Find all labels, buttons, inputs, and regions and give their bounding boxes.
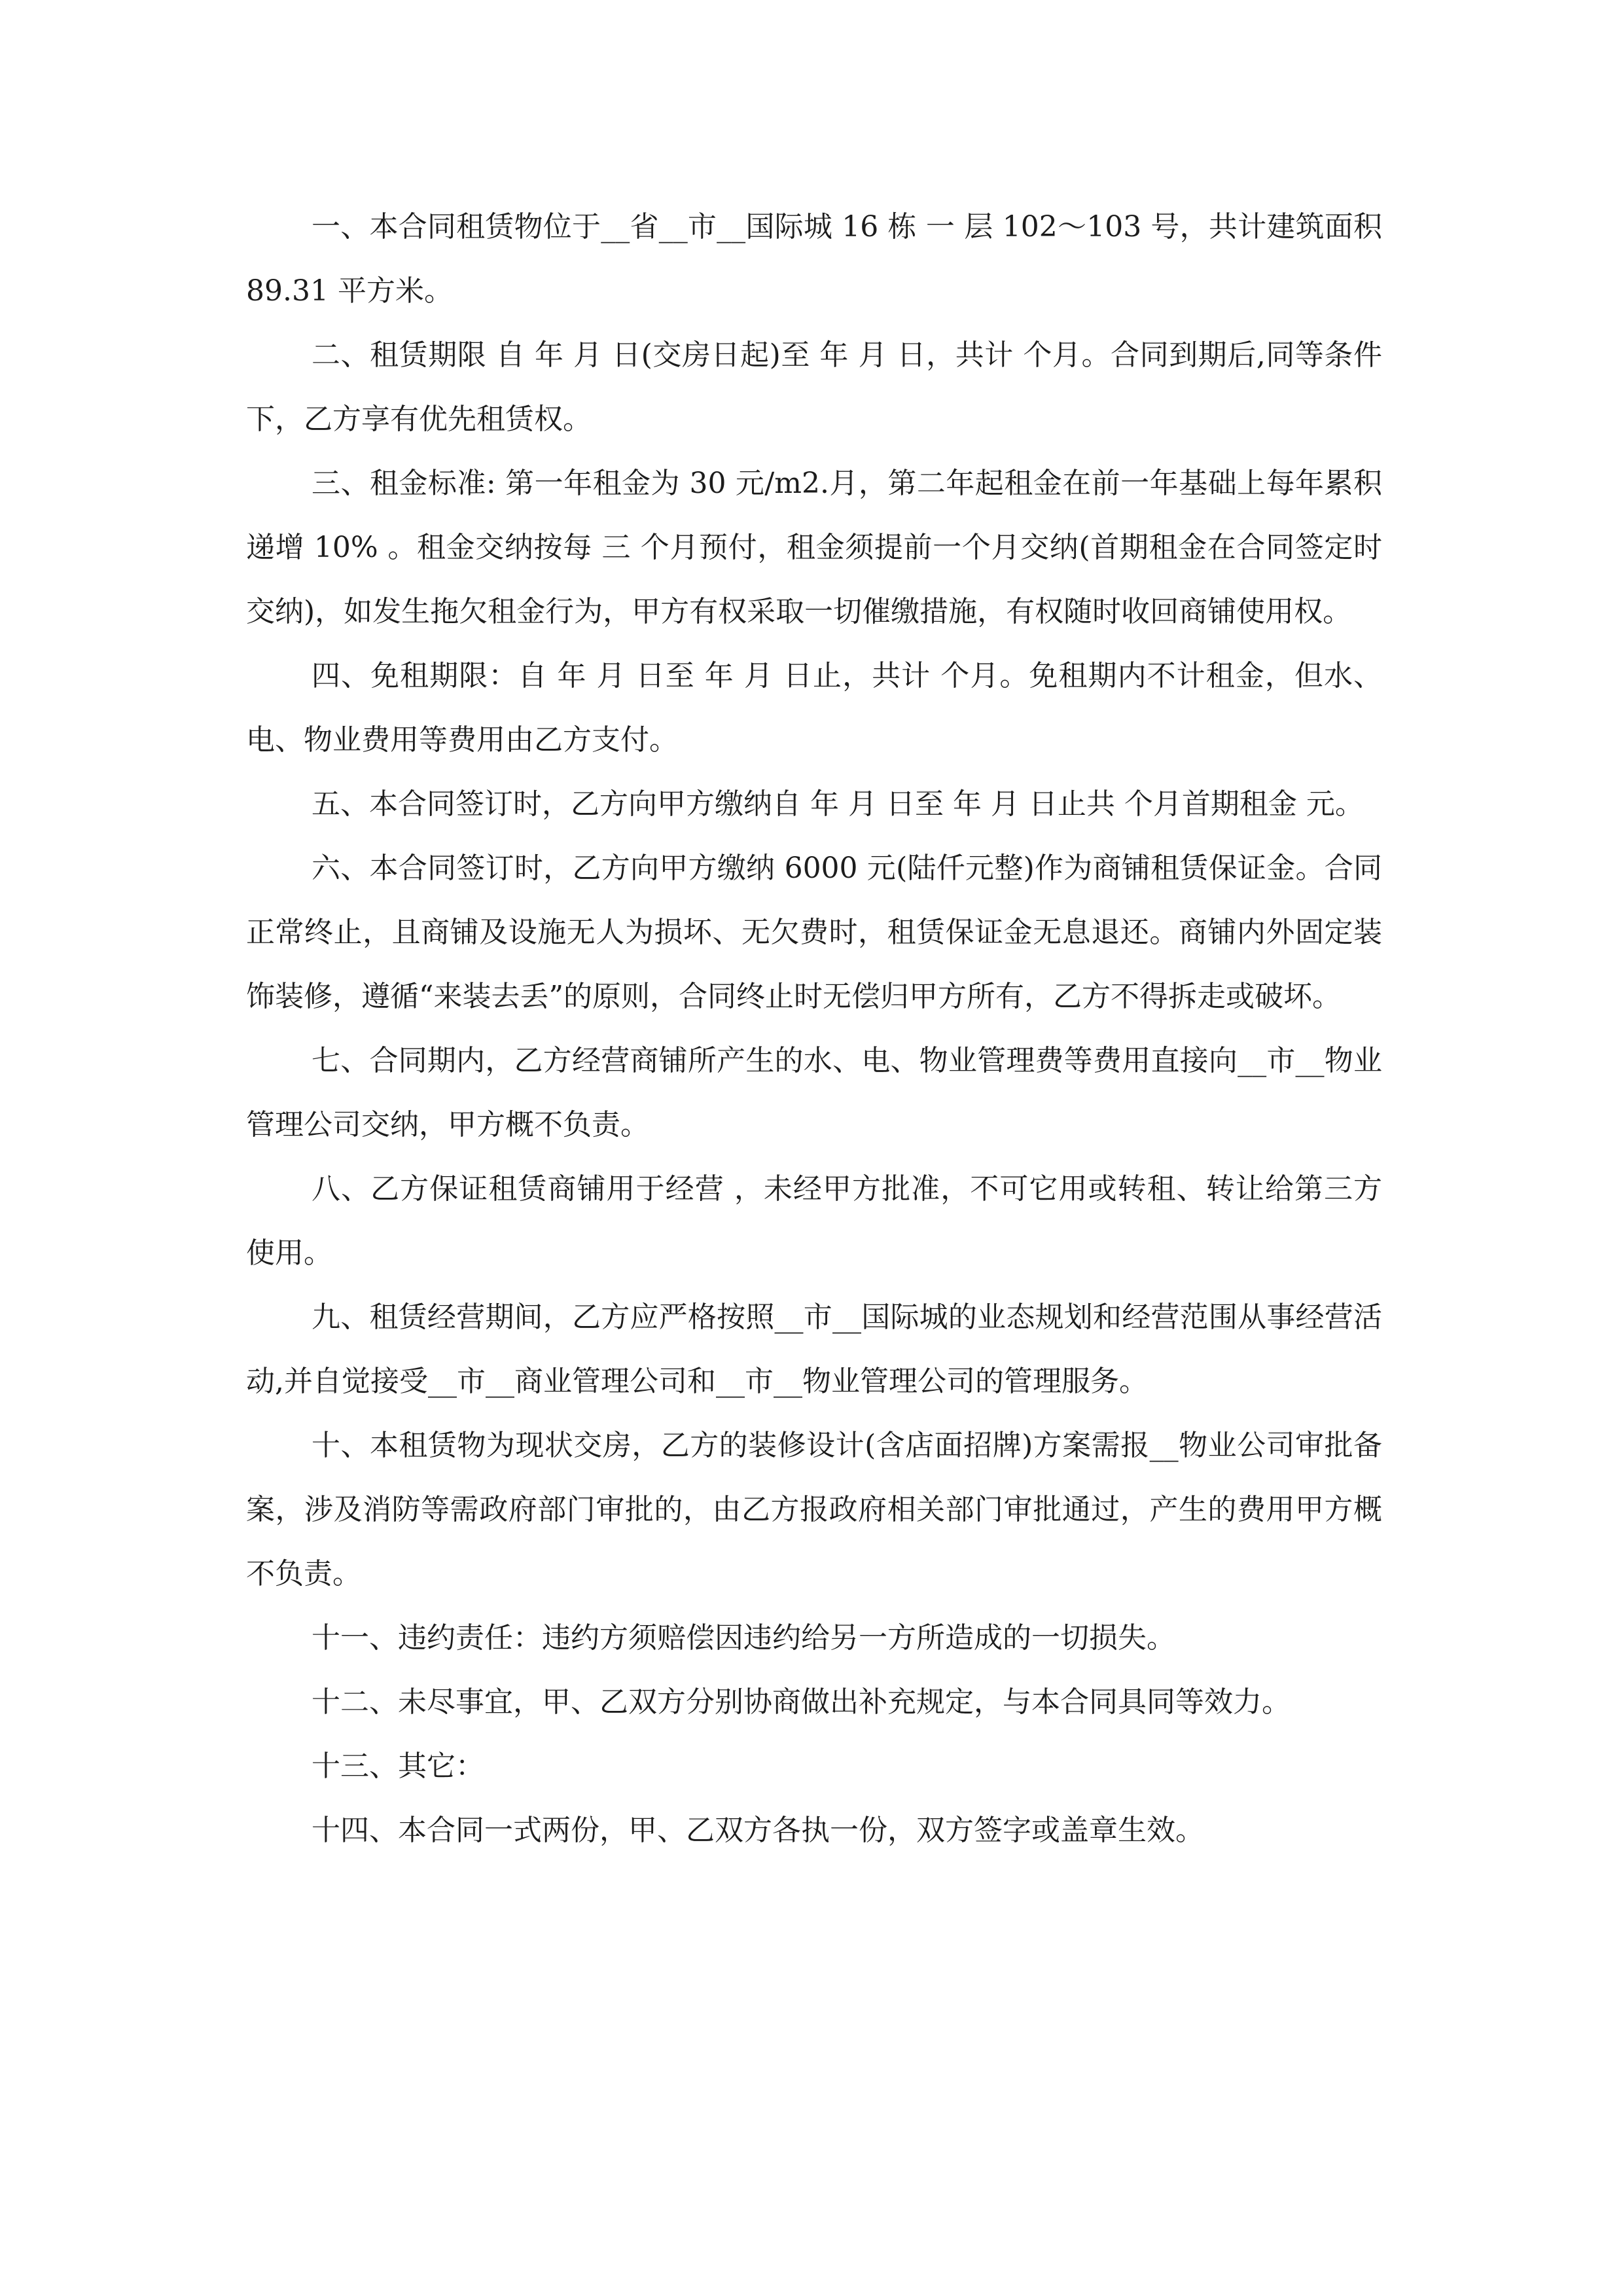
clause-3-rent-standard: 三、租金标准: 第一年租金为 30 元/m2.月，第二年起租金在前一年基础上每年累积递增 10% 。租金交纳按每 三 个月预付，租金须提前一个月交纳(首期租金在合同签定时交纳)，如发生拖欠租金行为，甲方有权采取一切催缴措施，有权随时收回商铺使用权。 (246, 467, 1382, 628)
clause-8-usage: 八、乙方保证租赁商铺用于经营 ，未经甲方批准，不可它用或转租、转让给第三方使用。 (246, 1172, 1382, 1270)
clause-6-deposit: 六、本合同签订时，乙方向甲方缴纳 6000 元(陆仟元整)作为商铺租赁保证金。合同正常终止，且商铺及设施无人为损坏、无欠费时，租赁保证金无息退还。商铺内外固定装饰装修，遵循“来装去丢”的原则，合同终止时无偿归甲方所有，乙方不得拆走或破坏。 (246, 852, 1382, 1013)
clause-2-lease-term: 二、租赁期限 自 年 月 日(交房日起)至 年 月 日，共计 个月。合同到期后,同等条件下，乙方享有优先租赁权。 (246, 338, 1382, 436)
contract-body (246, 195, 1382, 1863)
clause-7-utilities: 七、合同期内，乙方经营商铺所产生的水、电、物业管理费等费用直接向__市__物业管理公司交纳，甲方概不负责。 (246, 1044, 1382, 1141)
clause-9-business-scope: 九、租赁经营期间，乙方应严格按照__市__国际城的业态规划和经营范围从事经营活动,并自觉接受__市__商业管理公司和__市__物业管理公司的管理服务。 (246, 1300, 1382, 1398)
clause-14-copies: 十四、本合同一式两份，甲、乙双方各执一份，双方签字或盖章生效。 (312, 1814, 1204, 1847)
clause-1-location: 一、本合同租赁物位于__省__市__国际城 16 栋 一 层 102～103 号，共计建筑面积 89.31 平方米。 (246, 210, 1382, 308)
clause-11-liability: 十一、违约责任：违约方须赔偿因违约给另一方所造成的一切损失。 (312, 1621, 1175, 1655)
clause-4-rent-free-period: 四、免租期限：自 年 月 日至 年 月 日止，共计 个月。免租期内不计租金，但水、电、物业费用等费用由乙方支付。 (246, 659, 1382, 757)
clause-12-supplement: 十二、未尽事宜，甲、乙双方分别协商做出补充规定，与本合同具同等效力。 (312, 1685, 1291, 1719)
clause-5-first-payment: 五、本合同签订时，乙方向甲方缴纳自 年 月 日至 年 月 日止共 个月首期租金 元。 (312, 787, 1364, 821)
clause-10-renovation: 十、本租赁物为现状交房，乙方的装修设计(含店面招牌)方案需报__物业公司审批备案，涉及消防等需政府部门审批的，由乙方报政府相关部门审批通过，产生的费用甲方概不负责。 (246, 1429, 1382, 1590)
clause-13-other: 十三、其它： (312, 1749, 484, 1783)
